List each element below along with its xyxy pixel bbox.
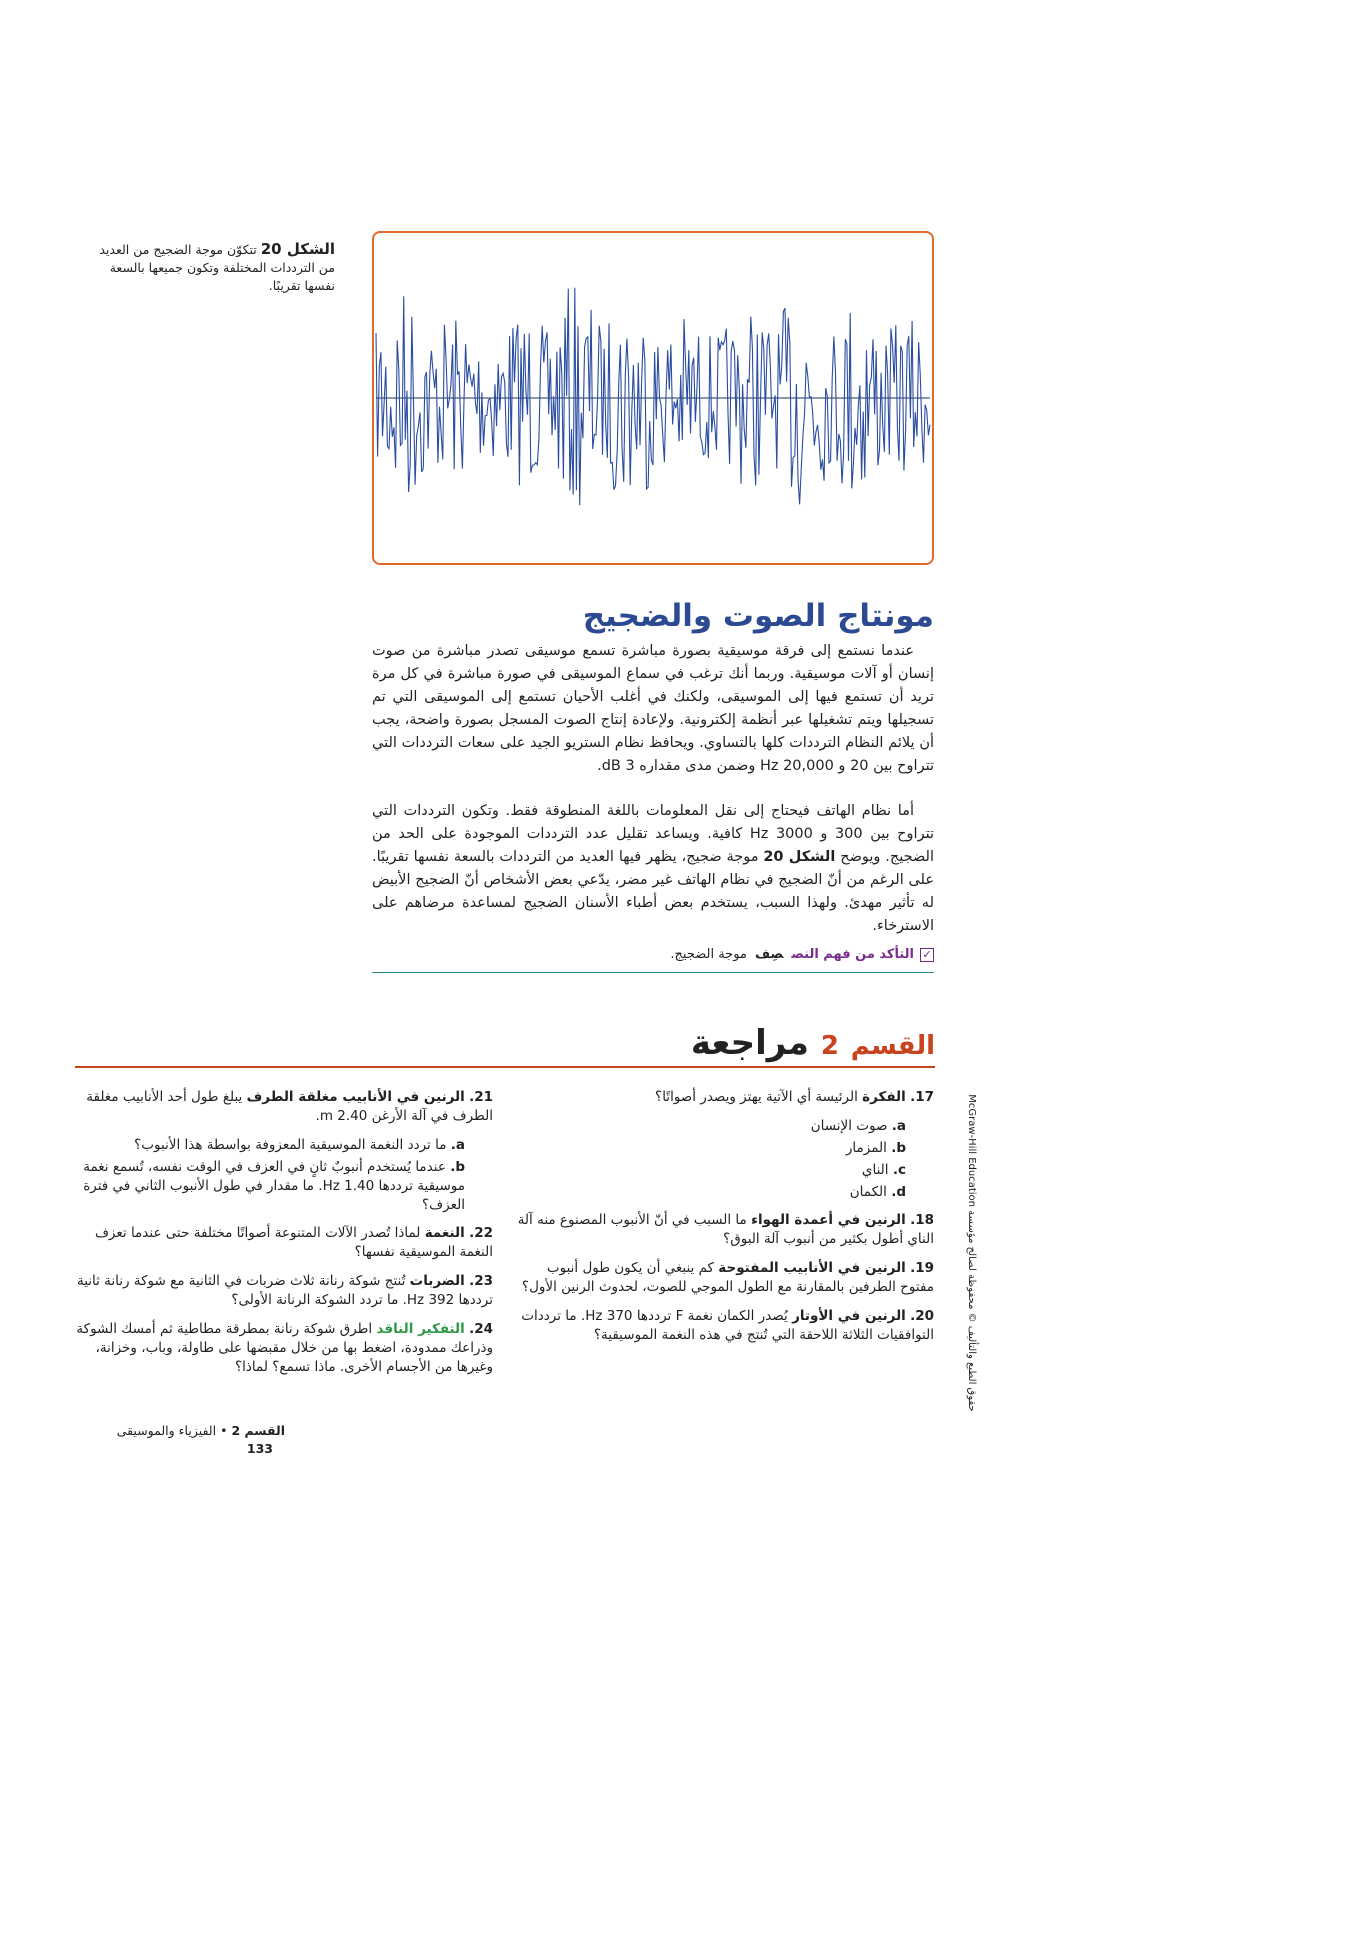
question-options <box>75 1136 493 1215</box>
figure-label: الشكل 20 <box>260 240 335 258</box>
noise-waveform <box>374 233 932 563</box>
question-text: الرئيسة أي الآتية يهتز ويصدر أصواتًا؟ <box>655 1089 858 1105</box>
option-letter: c. <box>892 1162 906 1178</box>
question-text: تُنتج شوكة رنانة ثلاث ضربات في الثانية مع شوكة رنانة ثانية ترددها 392 Hz. ما تردد الشوكة الرنانة الأولى؟ <box>76 1273 493 1308</box>
paragraph-2-part-a: أما نظام الهاتف فيحتاج إلى نقل المعلومات باللغة المنطوقة فقط. وتكون الترددات التي تتراوح بين 300 و 3000 Hz كافية. ويساعد تقليل عدد الترددات الموجودة على الحد من الضجيج. ويوضح <box>372 803 934 865</box>
question-text: اطرق شوكة رنانة بمطرقة مطاطية ثم أمسك الشوكة وذراعك ممدودة، اضغط بها من خلال مقبضها على طاولة، وباب، وخزانة، وغيرها من الأجسام الأخرى. ماذا تسمع؟ لماذا؟ <box>76 1321 493 1375</box>
question-text: كم ينبغي أن يكون طول أنبوب مفتوح الطرفين بالمقارنة مع الطول الموجي للصوت، لحدوث الرنين الأول؟ <box>521 1260 934 1295</box>
section-title: مونتاج الصوت والضجيج <box>582 598 934 634</box>
review-section-number: 2 <box>820 1031 839 1061</box>
option-text: المزمار <box>845 1140 887 1156</box>
option-letter: d. <box>891 1184 906 1200</box>
question-title: الرنين في الأنابيب مغلقة الطرف <box>246 1089 465 1105</box>
option-text: ما تردد النغمة الموسيقية المعزوفة بواسطة هذا الأنبوب؟ <box>134 1137 447 1153</box>
question-number: 17. <box>910 1089 934 1105</box>
waveform-line <box>376 288 930 506</box>
review-question <box>510 1259 934 1297</box>
option-letter: a. <box>891 1118 906 1134</box>
checkbox-icon: ✓ <box>920 948 934 962</box>
figure-caption-text: تتكوّن موجة الضجيج من العديد من الترددات المختلفة وتكون جميعها بالسعة نفسها تقريبًا. <box>99 242 335 293</box>
question-title: الرنين في أعمدة الهواء <box>751 1212 906 1228</box>
question-number: 22. <box>469 1225 493 1241</box>
reading-check <box>372 944 934 973</box>
noise-wave-figure <box>372 231 934 565</box>
figure-reference: الشكل 20 <box>763 849 836 865</box>
question-title: النغمة <box>424 1225 465 1241</box>
question-option <box>510 1139 906 1158</box>
option-text: الناي <box>861 1162 889 1178</box>
review-question <box>75 1224 493 1262</box>
questions-right-column <box>510 1088 934 1355</box>
review-question <box>75 1272 493 1310</box>
page-footer <box>75 1422 285 1458</box>
question-title: الرنين في الأوتار <box>792 1308 906 1324</box>
questions-left-column <box>75 1088 493 1387</box>
question-number: 20. <box>910 1308 934 1324</box>
reading-check-verb: صِف <box>755 947 784 962</box>
review-title-text: مراجعة <box>690 1023 809 1063</box>
option-text: الكمان <box>849 1184 887 1200</box>
question-title: الرنين في الأنابيب المفتوحة <box>718 1260 906 1276</box>
option-letter: b. <box>891 1140 906 1156</box>
copyright-text: حقوق الطبع والتأليف © محفوظة لصالح مؤسسة McGraw-Hill Education <box>966 1094 977 1412</box>
copyright-notice <box>964 1088 978 1418</box>
review-question <box>510 1307 934 1345</box>
question-number: 18. <box>910 1212 934 1228</box>
option-letter: a. <box>450 1137 465 1153</box>
option-text: صوت الإنسان <box>810 1118 888 1134</box>
figure-caption <box>80 240 335 295</box>
question-option <box>510 1183 906 1202</box>
review-title <box>691 1020 935 1069</box>
question-number: 24. <box>469 1321 493 1337</box>
question-title: الفكرة <box>862 1089 906 1105</box>
footer-chapter: الفيزياء والموسيقى <box>116 1423 217 1438</box>
question-text: يبلغ طول أحد الأنابيب مغلقة الطرف في آلة الأرغن 2.40 m. <box>86 1089 493 1124</box>
question-text: ما السبب في أنّ الأنبوب المصنوع منه آلة الناي أطول بكثير من أنبوب آلة البوق؟ <box>517 1212 934 1247</box>
review-question <box>510 1211 934 1249</box>
review-header <box>75 1020 935 1068</box>
footer-bullet: • <box>220 1423 228 1438</box>
question-title: الضربات <box>409 1273 465 1289</box>
question-option <box>510 1117 906 1136</box>
question-number: 19. <box>910 1260 934 1276</box>
option-text: عندما يُستخدم أنبوبٌ ثانٍ في العزف في الوقت نفسه، تُسمع نغمة موسيقية ترددها 1.40 Hz. ما مقدار في طول الأنبوب الثاني في فترة العزف؟ <box>83 1159 465 1213</box>
review-question <box>510 1088 934 1107</box>
question-text: لماذا تُصدر الآلات المتنوعة أصواتًا مختلفة حتى عندما تعزف النغمة الموسيقية نفسها؟ <box>94 1225 493 1260</box>
page-number: 133 <box>246 1441 273 1456</box>
question-option <box>75 1136 465 1155</box>
review-section-word: القسم <box>850 1031 935 1061</box>
question-number: 23. <box>469 1273 493 1289</box>
question-options <box>510 1117 934 1202</box>
question-option <box>510 1161 906 1180</box>
paragraph-2-part-b: موجة ضجيج، يظهر فيها العديد من الترددات بالسعة نفسها تقريبًا. على الرغم من أنّ الضجيج في نظام الهاتف غير مضر، يدّعي بعض الأشخاص أنّ الضجيج الأبيض له تأثير مهدئ. ولهذا السبب، يستخدم بعض أطباء الأسنان الضجيج لمساعدة مرضاهم على الاسترخاء. <box>372 849 934 934</box>
reading-check-text: موجة الضجيج. <box>670 947 747 962</box>
question-title: التفكير الناقد <box>376 1321 465 1337</box>
question-text: يُصدر الكمان نغمة F ترددها 370 Hz. ما ترددات التوافقيات الثلاثة اللاحقة التي تُنتج في هذه النغمة الموسيقية؟ <box>521 1308 934 1343</box>
paragraph-2 <box>372 800 934 938</box>
reading-check-title: التأكد من فهم النص <box>791 947 914 962</box>
option-letter: b. <box>450 1159 465 1175</box>
footer-section: القسم 2 <box>231 1423 285 1438</box>
review-question <box>75 1320 493 1377</box>
review-question <box>75 1088 493 1126</box>
question-option <box>75 1158 465 1215</box>
paragraph-1: عندما نستمع إلى فرقة موسيقية بصورة مباشرة تسمع موسيقى تصدر مباشرة من صوت إنسان أو آلات موسيقية. وربما أنك ترغب في سماع الموسيقى في صورة مباشرة في كل مرة تريد أن تستمع فيها إلى الموسيقى، ولكنك في أغلب الأحيان تستمع إلى الموسيقى التي تم تسجيلها ويتم تشغيلها عبر أنظمة إلكترونية. ولإعادة إنتاج الصوت المسجل بصورة واضحة، يجب أن يلائم النظام الترددات كلها بالتساوي. ويحافظ نظام الستريو الجيد على سعات الترددات التي تتراوح بين 20 و 20,000 Hz وضمن مدى مقداره 3 dB. <box>372 643 934 774</box>
question-number: 21. <box>469 1089 493 1105</box>
